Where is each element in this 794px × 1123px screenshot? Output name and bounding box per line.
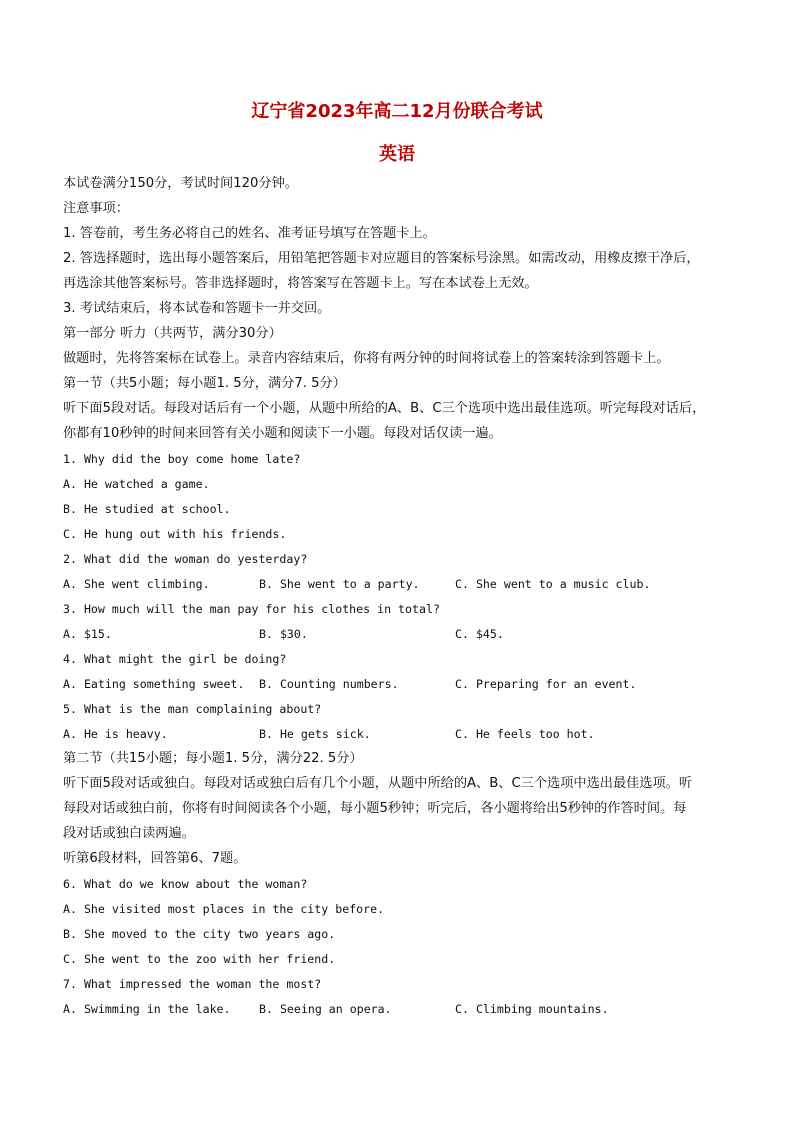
question-7-option-c: C. Climbing mountains. <box>455 1002 609 1016</box>
question-5-option-a: A. He is heavy. <box>63 727 168 741</box>
part1-title: 第一部分 听力（共两节，满分30分） <box>63 326 282 341</box>
question-3-option-c: C. $45. <box>455 627 504 641</box>
section2-desc-cont-2: 段对话或独白读两遍。 <box>63 826 195 841</box>
material-6-heading: 听第6段材料，回答第6、7题。 <box>63 851 247 866</box>
question-2: 2. What did the woman do yesterday? <box>63 552 308 566</box>
section2-desc: 听下面5段对话或独白。每段对话或独白后有几个小题，从题中所给的A、B、C三个选项中选出最佳选项。听 <box>63 776 693 791</box>
question-3-option-a: A. $15. <box>63 627 112 641</box>
notice-item-1: 1. 答卷前，考生务必将自己的姓名、准考证号填写在答题卡上。 <box>63 226 436 241</box>
notice-title: 注意事项： <box>63 201 129 216</box>
notice-item-2: 2. 答选择题时，选出每小题答案后，用铅笔把答题卡对应题目的答案标号涂黑。如需改动，用橡皮擦干净后， <box>63 251 700 266</box>
question-1-option-a: A. He watched a game. <box>63 477 210 491</box>
question-1: 1. Why did the boy come home late? <box>63 452 301 466</box>
question-1-option-c: C. He hung out with his friends. <box>63 527 287 541</box>
notice-item-3: 3. 考试结束后，将本试卷和答题卡一并交回。 <box>63 301 331 316</box>
question-6: 6. What do we know about the woman? <box>63 877 308 891</box>
exam-info: 本试卷满分150分，考试时间120分钟。 <box>63 176 298 191</box>
question-2-option-b: B. She went to a party. <box>259 577 420 591</box>
section1-desc: 听下面5段对话。每段对话后有一个小题，从题中所给的A、B、C三个选项中选出最佳选项。听完每段对话后， <box>63 401 706 416</box>
question-6-option-b: B. She moved to the city two years ago. <box>63 927 336 941</box>
question-6-option-a: A. She visited most places in the city before. <box>63 902 385 916</box>
question-7-option-a: A. Swimming in the lake. <box>63 1002 231 1016</box>
section2-desc-cont-1: 每段对话或独白前，你将有时间阅读各个小题，每小题5秒钟；听完后，各小题将给出5秒钟的作答时间。每 <box>63 801 687 816</box>
question-5: 5. What is the man complaining about? <box>63 702 322 716</box>
question-4: 4. What might the girl be doing? <box>63 652 287 666</box>
question-3: 3. How much will the man pay for his clothes in total? <box>63 602 440 616</box>
section1-desc-cont: 你都有10秒钟的时间来回答有关小题和阅读下一小题。每段对话仅读一遍。 <box>63 426 502 441</box>
question-2-option-a: A. She went climbing. <box>63 577 210 591</box>
subject-title: 英语 <box>379 144 415 165</box>
question-5-option-b: B. He gets sick. <box>259 727 371 741</box>
question-5-option-c: C. He feels too hot. <box>455 727 595 741</box>
question-3-option-b: B. $30. <box>259 627 308 641</box>
question-1-option-b: B. He studied at school. <box>63 502 231 516</box>
question-7-option-b: B. Seeing an opera. <box>259 1002 392 1016</box>
section1-title: 第一节（共5小题；每小题1. 5分，满分7. 5分） <box>63 376 346 391</box>
notice-item-2-cont: 再选涂其他答案标号。答非选择题时，将答案写在答题卡上。写在本试卷上无效。 <box>63 276 538 291</box>
section2-title: 第二节（共15小题；每小题1. 5分，满分22. 5分） <box>63 751 363 766</box>
question-4-option-b: B. Counting numbers. <box>259 677 399 691</box>
part1-desc: 做题时，先将答案标在试卷上。录音内容结束后，你将有两分钟的时间将试卷上的答案转涂到答题卡上。 <box>63 351 670 366</box>
exam-title: 辽宁省2023年高二12月份联合考试 <box>251 101 543 122</box>
question-4-option-c: C. Preparing for an event. <box>455 677 637 691</box>
question-6-option-c: C. She went to the zoo with her friend. <box>63 952 336 966</box>
question-2-option-c: C. She went to a music club. <box>455 577 651 591</box>
question-4-option-a: A. Eating something sweet. <box>63 677 245 691</box>
question-7: 7. What impressed the woman the most? <box>63 977 322 991</box>
